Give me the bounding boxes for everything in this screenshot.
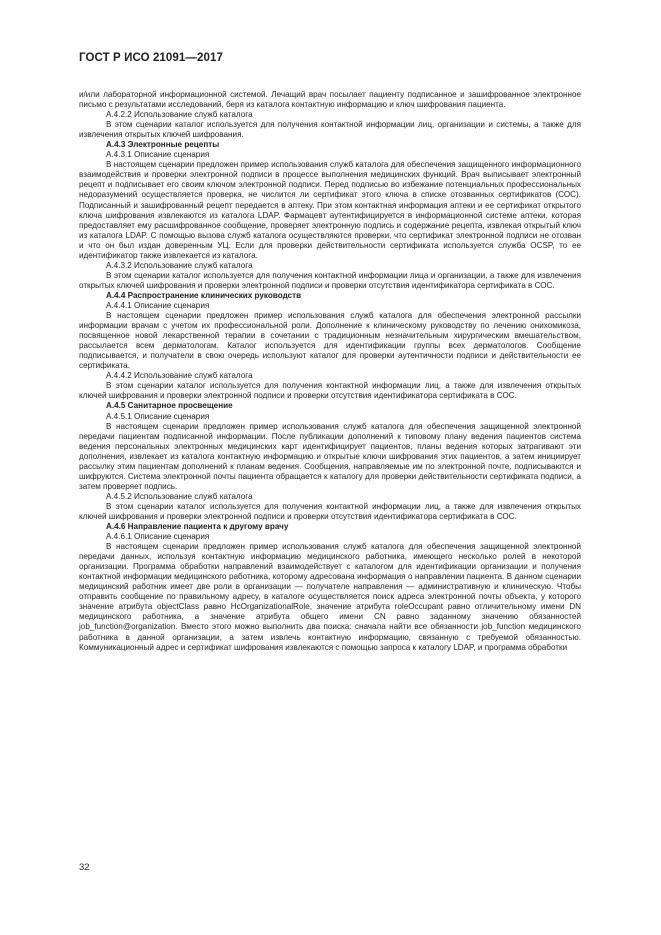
subsection-title: А.4.4.1 Описание сценария: [106, 300, 210, 310]
section-heading: А.4.5 Санитарное просвещение: [106, 401, 233, 411]
section-heading: А.4.3 Электронные рецепты: [106, 140, 220, 150]
body-paragraph: В настоящем сценарии предложен пример использования служб каталога для обеспечения защищенного информационного взаимодействия и проверки электронной подписи в процессе выполнения медицинских функций. Врач выписывает электронный рецепт и подписывает его своим ключом электронной подписи. Перед подписью во избежание потенциальных профессиональных недоразумений осуществляется проверка, не числится ли сертификат этого ключа в списке отозванных сертификатов (СОС). Подписанный и зашифрованный рецепт передается в аптеку. При этом контактная информация аптеки и ее сертификат открытого ключа шифрования извлекаются из каталога LDAP. Фармацевт аутентифицируется в информационной системе аптеки, которая предоставляет ему расшифрованное сообщение, проверяет электронную подпись и содержание рецепта, извлекая открытый ключ из каталога LDAP. С помощью вызова служб каталога осуществляются проверки, что сертификат электронной подписи не отозван и что он был издан доверенным УЦ. Если для проверки действительности сертификата используется служба OCSP, то ее идентификатор также извлекается из каталога.: [79, 160, 581, 260]
section-heading: А.4.4 Распространение клинических руководств: [106, 290, 302, 300]
page-header-title: ГОСТ Р ИСО 21091—2017: [79, 52, 224, 64]
body-paragraph: и/или лабораторной информационной системой. Лечащий врач посылает пациенту подписанное и зашифрованное электронное письмо с результатами исследований, беря из каталога контактную информацию и ключ шифрования пациента.: [79, 90, 581, 110]
section-heading: А.4.6 Направление пациента к другому врачу: [106, 522, 289, 532]
body-paragraph: В этом сценарии каталог используется для получения контактной информации лиц, а также для извлечения открытых ключей шифрования и проверки электронной подписи и проверки отсутствия идентификатора сертификата в СОС.: [79, 501, 581, 521]
subsection-title: А.4.4.2 Использование служб каталога: [106, 371, 253, 381]
subsection-title: А.4.3.2 Использование служб каталога: [106, 260, 253, 270]
subsection-title: А.4.6.1 Описание сценария: [106, 532, 210, 542]
subsection-title: А.4.2.2 Использование служб каталога: [106, 110, 253, 120]
body-paragraph: В настоящем сценарии предложен пример использования служб каталога для обеспечения защищенной электронной передачи данных, используя контактную информацию медицинского работника, имеющего несколько ролей в некоторой организации. Программа обработки направлений взаимодействует с каталогом для идентификации организации и получения контактной информации медицинского работника, которому адресована информация о направлении пациента. В данном сценарии медицинский работник имеет две роли в организации — получателе направления — административную и клиническую. Чтобы отправить сообщение по правильному адресу, в каталоге осуществляется поиск адреса электронной почты объекта, у которого значение атрибута objectClass равно HcOrganizationalRole, значение атрибута roleOccupant равно отличительному имени DN медицинского работника, а значение атрибута общего имени CN равно заданному значению обязанностей job_function@organization. Вместо этого можно выполнить два поиска: сначала найти все обязанности job_function медицинского работника в данной организации, а затем извлечь контактную информацию, связанную с требуемой обязанностью. Коммуникационный адрес и сертификат шифрования извлекаются с помощью запроса к каталогу LDAP, и программа обработки: [79, 542, 581, 652]
page-content: [79, 90, 581, 653]
page-number: 32: [79, 862, 90, 873]
subsection-title: А.4.5.1 Описание сценария: [106, 411, 210, 421]
body-paragraph: В этом сценарии каталог используется для получения контактной информации лиц, организации и системы, а также для извлечения открытых ключей шифрования.: [79, 120, 581, 140]
body-paragraph: В этом сценарии каталог используется для получения контактной информации лица и организации, а также для извлечения открытых ключей шифрования и проверки электронной подписи и проверки отсутствия идентификатора сертификата в СОС.: [79, 270, 581, 290]
body-paragraph: В этом сценарии каталог используется для получения контактной информации лиц, а также для извлечения открытых ключей шифрования и проверки электронной подписи и проверки отсутствия идентификатора сертификата в СОС.: [79, 381, 581, 401]
body-paragraph: В настоящем сценарии предложен пример использования служб каталога для обеспечения электронной рассылки информации врачам с учетом их профессиональной роли. Дополнение к клиническому руководству по лечению онихомикоза, посвященное новой лекарственной терапии в сочетании с традиционным незначительным хирургическим вмешательством, рассылается всем дерматологам. Каталог используется для идентификации группы всех дерматологов. Сообщение подписывается, и получатели в свою очередь используют каталог для проверки аутентичности подписи и действительности ее сертификата.: [79, 311, 581, 371]
body-paragraph: В настоящем сценарии предложен пример использования служб каталога для обеспечения защищенной электронной передачи пациентам подписанной информации. После публикации дополнений к типовому плану ведения пациентов система ведения персональных электронных медицинских карт идентифицирует пациентов, планы ведения которых затрагивают эти дополнения, извлекает из каталога контактную информацию и открытые ключи шифрования этих пациентов, а затем инициирует рассылку этим пациентам дополнений к планам ведения. Сообщения, направляемые им по электронной почте, подписываются и шифруются. Система электронной почты пациента обращается к каталогу для проверки действительности сертификата подписи, а затем проверяет подпись.: [79, 421, 581, 491]
subsection-title: А.4.5.2 Использование служб каталога: [106, 491, 253, 501]
subsection-title: А.4.3.1 Описание сценария: [106, 150, 210, 160]
